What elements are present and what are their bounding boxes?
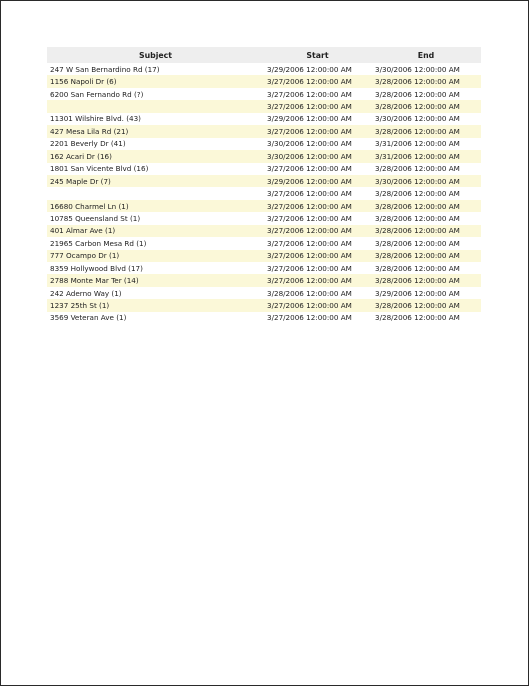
subject-cell: 1156 Napoli Dr (6) xyxy=(47,75,264,87)
end-cell: 3/28/2006 12:00:00 AM xyxy=(371,75,481,87)
end-cell: 3/28/2006 12:00:00 AM xyxy=(371,299,481,311)
table-row xyxy=(47,287,481,299)
start-cell: 3/27/2006 12:00:00 AM xyxy=(267,89,352,99)
appointments-table xyxy=(47,47,481,324)
end-cell: 3/29/2006 12:00:00 AM xyxy=(375,288,460,298)
table-row xyxy=(47,250,481,262)
start-cell: 3/27/2006 12:00:00 AM xyxy=(264,299,371,311)
subject-cell: 245 Maple Dr (7) xyxy=(47,175,264,187)
table-row xyxy=(47,163,481,175)
column-header-subject: Subject xyxy=(47,47,264,63)
table-row xyxy=(47,200,481,212)
start-cell: 3/27/2006 12:00:00 AM xyxy=(264,75,371,87)
table-row xyxy=(47,262,481,274)
table-row xyxy=(47,125,481,137)
start-cell: 3/29/2006 12:00:00 AM xyxy=(264,175,371,187)
subject-cell: 162 Acari Dr (16) xyxy=(47,150,264,162)
start-cell: 3/29/2006 12:00:00 AM xyxy=(267,64,352,74)
table-row xyxy=(47,237,481,249)
end-cell: 3/28/2006 12:00:00 AM xyxy=(375,213,460,223)
subject-cell: 427 Mesa Lila Rd (21) xyxy=(47,125,264,137)
end-cell: 3/28/2006 12:00:00 AM xyxy=(375,238,460,248)
start-cell: 3/27/2006 12:00:00 AM xyxy=(264,274,371,286)
subject-cell: 247 W San Bernardino Rd (17) xyxy=(50,64,160,74)
table-row xyxy=(47,113,481,125)
table-body xyxy=(47,63,481,324)
end-cell: 3/30/2006 12:00:00 AM xyxy=(375,64,460,74)
subject-cell xyxy=(47,100,264,112)
start-cell: 3/30/2006 12:00:00 AM xyxy=(267,139,352,149)
end-cell: 3/28/2006 12:00:00 AM xyxy=(375,89,460,99)
end-cell: 3/30/2006 12:00:00 AM xyxy=(375,114,460,124)
table-row xyxy=(47,100,481,112)
start-cell: 3/27/2006 12:00:00 AM xyxy=(267,263,352,273)
start-cell: 3/27/2006 12:00:00 AM xyxy=(264,125,371,137)
end-cell: 3/28/2006 12:00:00 AM xyxy=(371,225,481,237)
start-cell: 3/30/2006 12:00:00 AM xyxy=(264,150,371,162)
end-cell: 3/28/2006 12:00:00 AM xyxy=(375,313,460,323)
end-cell: 3/28/2006 12:00:00 AM xyxy=(371,274,481,286)
end-cell: 3/28/2006 12:00:00 AM xyxy=(371,250,481,262)
table-header xyxy=(47,47,481,63)
table-row xyxy=(47,274,481,286)
subject-cell: 242 Aderno Way (1) xyxy=(50,288,122,298)
subject-cell: 3569 Veteran Ave (1) xyxy=(50,313,127,323)
column-header-end: End xyxy=(371,47,481,63)
table-row xyxy=(47,75,481,87)
start-cell: 3/27/2006 12:00:00 AM xyxy=(264,250,371,262)
table-row xyxy=(47,225,481,237)
start-cell: 3/27/2006 12:00:00 AM xyxy=(264,200,371,212)
subject-cell: 1237 25th St (1) xyxy=(47,299,264,311)
subject-cell: 401 Almar Ave (1) xyxy=(47,225,264,237)
subject-cell: 6200 San Fernando Rd (?) xyxy=(50,89,144,99)
start-cell: 3/28/2006 12:00:00 AM xyxy=(267,288,352,298)
end-cell: 3/28/2006 12:00:00 AM xyxy=(375,263,460,273)
end-cell: 3/28/2006 12:00:00 AM xyxy=(371,200,481,212)
end-cell: 3/28/2006 12:00:00 AM xyxy=(375,189,460,199)
table-row xyxy=(47,138,481,150)
table-row xyxy=(47,63,481,75)
subject-cell: 21965 Carbon Mesa Rd (1) xyxy=(50,238,147,248)
header-row xyxy=(47,47,481,63)
table-row xyxy=(47,175,481,187)
column-header-start: Start xyxy=(264,47,371,63)
end-cell: 3/30/2006 12:00:00 AM xyxy=(371,175,481,187)
start-cell: 3/27/2006 12:00:00 AM xyxy=(267,213,352,223)
start-cell: 3/27/2006 12:00:00 AM xyxy=(264,100,371,112)
end-cell: 3/28/2006 12:00:00 AM xyxy=(375,164,460,174)
subject-cell: 1801 San Vicente Blvd (16) xyxy=(50,164,149,174)
table-row xyxy=(47,312,481,324)
start-cell: 3/27/2006 12:00:00 AM xyxy=(267,238,352,248)
end-cell: 3/31/2006 12:00:00 AM xyxy=(375,139,460,149)
table-row xyxy=(47,187,481,199)
subject-cell: 2201 Beverly Dr (41) xyxy=(50,139,126,149)
subject-cell: 2788 Monte Mar Ter (14) xyxy=(47,274,264,286)
start-cell: 3/27/2006 12:00:00 AM xyxy=(267,313,352,323)
end-cell: 3/31/2006 12:00:00 AM xyxy=(371,150,481,162)
end-cell: 3/28/2006 12:00:00 AM xyxy=(371,100,481,112)
table-row xyxy=(47,212,481,224)
start-cell: 3/29/2006 12:00:00 AM xyxy=(267,114,352,124)
table-row xyxy=(47,150,481,162)
subject-cell xyxy=(47,187,264,199)
table-row xyxy=(47,299,481,311)
subject-cell: 10785 Queensland St (1) xyxy=(50,213,141,223)
subject-cell: 16680 Charmel Ln (1) xyxy=(47,200,264,212)
start-cell: 3/27/2006 12:00:00 AM xyxy=(264,225,371,237)
subject-cell: 11301 Wilshire Blvd. (43) xyxy=(50,114,141,124)
start-cell: 3/27/2006 12:00:00 AM xyxy=(267,189,352,199)
start-cell: 3/27/2006 12:00:00 AM xyxy=(267,164,352,174)
end-cell: 3/28/2006 12:00:00 AM xyxy=(371,125,481,137)
subject-cell: 8359 Hollywood Blvd (17) xyxy=(50,263,143,273)
table-row xyxy=(47,88,481,100)
subject-cell: 777 Ocampo Dr (1) xyxy=(47,250,264,262)
